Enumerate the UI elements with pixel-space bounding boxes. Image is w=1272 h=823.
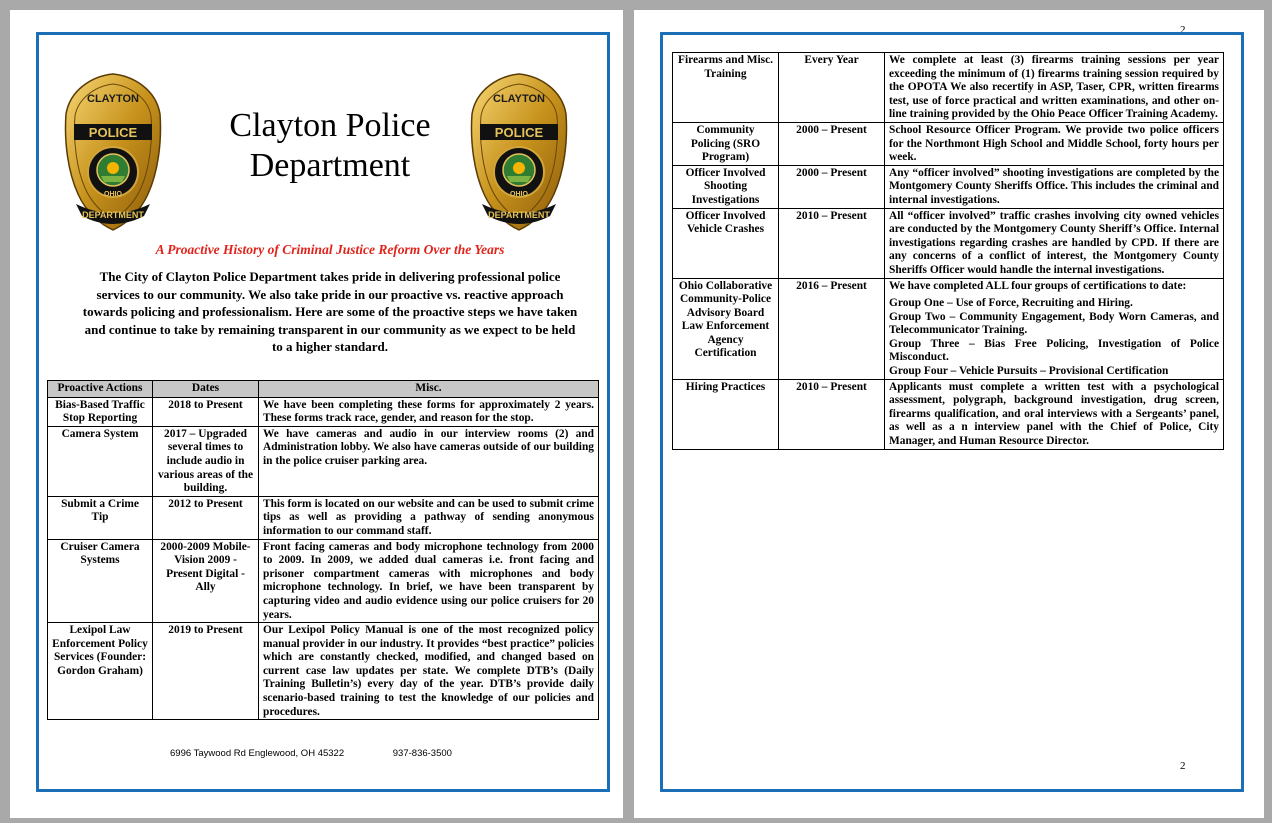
action-cell: Community Policing (SRO Program) <box>673 122 779 165</box>
page-number-bottom: 2 <box>1180 760 1186 772</box>
certification-group: Group Two – Community Engagement, Body Worn Cameras, and Telecommunicator Training. <box>889 310 1219 337</box>
table-row <box>673 379 1224 449</box>
proactive-actions-table <box>47 380 599 720</box>
misc-cell: School Resource Officer Program. We provide two police officers for the Northmont High School and Middle School, forty hours per week. <box>885 122 1224 165</box>
dates-cell: 2010 – Present <box>779 208 885 278</box>
table-row <box>48 623 599 720</box>
misc-cell: We complete at least (3) firearms training sessions per year exceeding the minimum of (1) firearms training session required by the OPOTA We also recertify in ASP, Taser, CPR, written firearms test, use of force practical and written examinations, and other on-line training provided by the Ohio Peace Officer Training Academy. <box>885 53 1224 123</box>
table-row <box>48 397 599 426</box>
misc-cell: All “officer involved” traffic crashes involving city owned vehicles are conducted by the Montgomery County Sheriff’s Office. Internal investigations regarding crashes are handled by CPD. If there are any concerns of a conflict of interest, the Montgomery County Sheriffs Officer would handle the internal investigations. <box>885 208 1224 278</box>
proactive-actions-table-continued <box>672 52 1224 450</box>
badge-top-text: CLAYTON <box>87 93 139 105</box>
dates-cell: 2017 – Upgraded several times to include audio in various areas of the building. <box>153 426 259 496</box>
action-cell: Ohio Collaborative Community-Police Advisory Board Law Enforcement Agency Certification <box>673 278 779 379</box>
footer-address: 6996 Taywood Rd Englewood, OH 45322 <box>170 748 345 759</box>
table-row <box>48 496 599 539</box>
table-row <box>673 53 1224 123</box>
table-row <box>673 122 1224 165</box>
misc-cell: Any “officer involved” shooting investigations are completed by the Montgomery County Sheriffs Office. This includes the criminal and internal investigations. <box>885 165 1224 208</box>
action-cell: Hiring Practices <box>673 379 779 449</box>
police-badge-logo-left <box>64 72 162 232</box>
badge-top-text: CLAYTON <box>493 93 545 105</box>
certification-group: Group Four – Vehicle Pursuits – Provisional Certification <box>889 365 1169 378</box>
badge-band-text: POLICE <box>88 125 138 140</box>
document-page-2 <box>634 10 1264 818</box>
certification-intro: We have completed ALL four groups of certifications to date: <box>889 279 1187 292</box>
badge-state-text: OHIO <box>510 191 528 198</box>
dates-cell: 2000 – Present <box>779 122 885 165</box>
action-cell: Firearms and Misc. Training <box>673 53 779 123</box>
misc-cell: We have cameras and audio in our interview rooms (2) and Administration lobby. We also have cameras outside of our building in the police cruiser parking area. <box>259 426 599 496</box>
certification-group: Group One – Use of Force, Recruiting and Hiring. <box>889 297 1133 310</box>
subtitle: A Proactive History of Criminal Justice Reform Over the Years <box>155 242 505 257</box>
action-cell: Submit a Crime Tip <box>48 496 153 539</box>
page-number-top: 2 <box>1180 24 1186 36</box>
dates-cell: 2012 to Present <box>153 496 259 539</box>
badge-state-text: OHIO <box>104 191 122 198</box>
footer-phone: 937-836-3500 <box>392 748 452 759</box>
table-row <box>48 539 599 623</box>
action-cell: Officer Involved Vehicle Crashes <box>673 208 779 278</box>
misc-cell: Applicants must complete a written test with a psychological assessment, polygraph, background investigation, drug screen, firearms qualification, and oral interviews with a Sergeants’ panel, as well as a n interview panel with the Chief of Police, City Manager, and Human Resource Director. <box>885 379 1224 449</box>
badge-bottom-text: DEPARTMENT <box>488 210 550 220</box>
dates-cell: 2019 to Present <box>153 623 259 720</box>
action-cell: Cruiser Camera Systems <box>48 539 153 623</box>
page-title: Clayton Police Department <box>229 107 431 184</box>
police-badge-logo-right <box>470 72 568 232</box>
dates-cell: 2016 – Present <box>779 278 885 379</box>
header-dates: Dates <box>153 381 259 398</box>
certification-group: Group Three – Bias Free Policing, Investigation of Police Misconduct. <box>889 337 1219 364</box>
action-cell: Officer Involved Shooting Investigations <box>673 165 779 208</box>
dates-cell: 2018 to Present <box>153 397 259 426</box>
header-proactive-actions: Proactive Actions <box>48 381 153 398</box>
page-footer <box>170 748 498 759</box>
intro-paragraph: The City of Clayton Police Department takes pride in delivering professional police services to our community. We also take pride in our proactive vs. reactive approach towards policing and professionalism. Here are some of the proactive steps we have taken and continue to take by remaining transparent in our community as we expect to be held to a higher standard. <box>82 269 578 354</box>
table-header-row <box>48 381 599 398</box>
document-page-1 <box>10 10 623 818</box>
table-row <box>673 278 1224 379</box>
misc-cell: This form is located on our website and can be used to submit crime tips as well as providing a pathway of sending anonymous information to our command staff. <box>259 496 599 539</box>
misc-cell: We have been completing these forms for approximately 2 years. These forms track race, gender, and reason for the stop. <box>259 397 599 426</box>
table-row <box>48 426 599 496</box>
misc-cell: Our Lexipol Policy Manual is one of the most recognized policy manual provider in our industry. It provides “best practice” policies which are constantly checked, modified, and changed based on current case law updates per state. We complete DTB’s (Daily Training Bulletin’s) every day of the year. DTB’s provide daily scenario-based training to test the knowledge of our policies and procedures. <box>259 623 599 720</box>
action-cell: Camera System <box>48 426 153 496</box>
misc-cell: Front facing cameras and body microphone technology from 2000 to 2009. In 2009, we added dual cameras i.e. front facing and prisoner compartment cameras with microphones and body microphone technology. In brief, we have been transparent by capturing video and audio evidence using our police cruisers for 20 years. <box>259 539 599 623</box>
badge-band-text: POLICE <box>494 125 544 140</box>
dates-cell: Every Year <box>779 53 885 123</box>
misc-cell <box>885 278 1224 379</box>
action-cell: Lexipol Law Enforcement Policy Services (Founder: Gordon Graham) <box>48 623 153 720</box>
table-row <box>673 208 1224 278</box>
dates-cell: 2010 – Present <box>779 379 885 449</box>
action-cell: Bias-Based Traffic Stop Reporting <box>48 397 153 426</box>
dates-cell: 2000-2009 Mobile-Vision 2009 - Present Digital - Ally <box>153 539 259 623</box>
badge-bottom-text: DEPARTMENT <box>82 210 144 220</box>
header-misc: Misc. <box>259 381 599 398</box>
table-row <box>673 165 1224 208</box>
dates-cell: 2000 – Present <box>779 165 885 208</box>
